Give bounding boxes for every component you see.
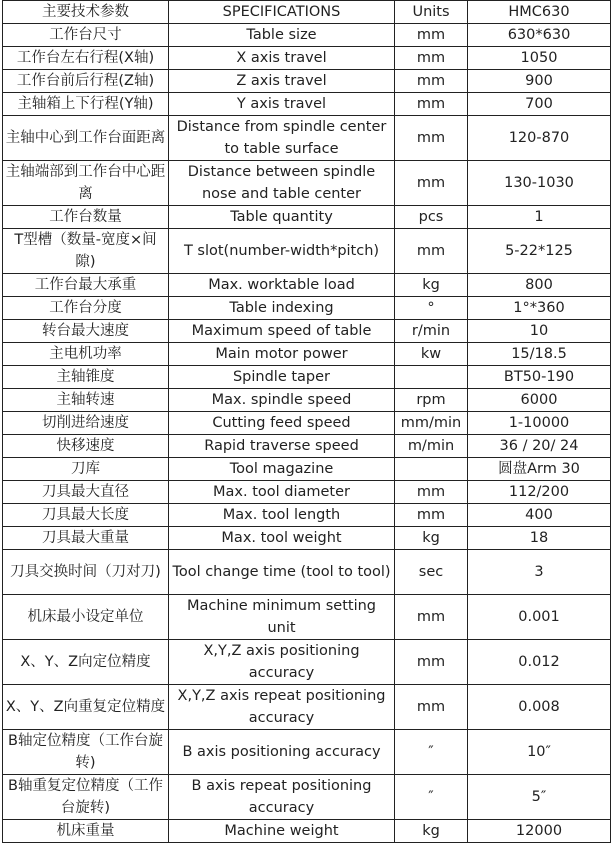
spec-value: 900 <box>468 70 611 93</box>
spec-unit: kg <box>395 274 468 297</box>
spec-name-chinese: 主轴锥度 <box>3 366 169 389</box>
spec-unit: pcs <box>395 206 468 229</box>
spec-name-chinese: 工作台尺寸 <box>3 24 169 47</box>
spec-unit <box>395 366 468 389</box>
spec-unit: kg <box>395 820 468 843</box>
spec-name-english: Machine minimum setting unit <box>169 595 395 640</box>
spec-value: 120-870 <box>468 116 611 161</box>
spec-value: 6000 <box>468 389 611 412</box>
spec-name-chinese: 主电机功率 <box>3 343 169 366</box>
table-row <box>3 527 611 550</box>
spec-name-chinese: B轴重复定位精度（工作台旋转) <box>3 775 169 820</box>
table-row <box>3 481 611 504</box>
spec-value: 12000 <box>468 820 611 843</box>
spec-value: 10 <box>468 320 611 343</box>
spec-name-english: Tool change time (tool to tool) <box>169 550 395 595</box>
spec-value: 0.008 <box>468 685 611 730</box>
header-specifications: SPECIFICATIONS <box>169 1 395 24</box>
spec-value: 400 <box>468 504 611 527</box>
spec-name-english: Y axis travel <box>169 93 395 116</box>
spec-unit: mm <box>395 116 468 161</box>
table-row <box>3 161 611 206</box>
spec-value: 圆盘Arm 30 <box>468 458 611 481</box>
spec-name-chinese: 刀具最大长度 <box>3 504 169 527</box>
table-row <box>3 274 611 297</box>
spec-name-english: Max. tool length <box>169 504 395 527</box>
spec-name-english: Max. spindle speed <box>169 389 395 412</box>
spec-unit: r/min <box>395 320 468 343</box>
spec-value: 18 <box>468 527 611 550</box>
spec-name-english: Table quantity <box>169 206 395 229</box>
spec-name-chinese: B轴定位精度（工作台旋转) <box>3 730 169 775</box>
table-row <box>3 24 611 47</box>
spec-unit: mm <box>395 93 468 116</box>
spec-unit: mm <box>395 161 468 206</box>
spec-name-chinese: 主轴箱上下行程(Y轴) <box>3 93 169 116</box>
spec-unit: mm <box>395 481 468 504</box>
table-row <box>3 685 611 730</box>
table-row <box>3 820 611 843</box>
table-header-row <box>3 1 611 24</box>
spec-value: 630*630 <box>468 24 611 47</box>
specifications-table-body <box>3 1 611 843</box>
spec-name-chinese: 快移速度 <box>3 435 169 458</box>
spec-name-english: X,Y,Z axis positioning accuracy <box>169 640 395 685</box>
table-row <box>3 640 611 685</box>
spec-value: 15/18.5 <box>468 343 611 366</box>
table-row <box>3 320 611 343</box>
spec-value: 10″ <box>468 730 611 775</box>
spec-unit: mm <box>395 685 468 730</box>
spec-name-english: B axis repeat positioning accuracy <box>169 775 395 820</box>
spec-name-english: Tool magazine <box>169 458 395 481</box>
table-row <box>3 229 611 274</box>
spec-unit: sec <box>395 550 468 595</box>
spec-value: 700 <box>468 93 611 116</box>
spec-unit: ″ <box>395 730 468 775</box>
spec-value: 130-1030 <box>468 161 611 206</box>
spec-value: 36 / 20/ 24 <box>468 435 611 458</box>
spec-unit: mm <box>395 47 468 70</box>
spec-name-chinese: 主轴端部到工作台中心距离 <box>3 161 169 206</box>
spec-value: 5″ <box>468 775 611 820</box>
spec-name-chinese: 转台最大速度 <box>3 320 169 343</box>
spec-name-chinese: 切削进给速度 <box>3 412 169 435</box>
table-row <box>3 93 611 116</box>
spec-name-english: Cutting feed speed <box>169 412 395 435</box>
table-row <box>3 206 611 229</box>
spec-unit: mm <box>395 70 468 93</box>
spec-value: 1-10000 <box>468 412 611 435</box>
spec-name-english: Rapid traverse speed <box>169 435 395 458</box>
spec-value: 5-22*125 <box>468 229 611 274</box>
spec-name-english: B axis positioning accuracy <box>169 730 395 775</box>
header-units: Units <box>395 1 468 24</box>
spec-name-english: Max. worktable load <box>169 274 395 297</box>
spec-name-chinese: X、Y、Z向重复定位精度 <box>3 685 169 730</box>
table-row <box>3 730 611 775</box>
table-row <box>3 775 611 820</box>
spec-name-english: X,Y,Z axis repeat positioning accuracy <box>169 685 395 730</box>
spec-unit: mm <box>395 24 468 47</box>
table-row <box>3 550 611 595</box>
spec-unit: mm <box>395 595 468 640</box>
spec-name-english: Main motor power <box>169 343 395 366</box>
spec-unit: ° <box>395 297 468 320</box>
spec-name-english: Maximum speed of table <box>169 320 395 343</box>
table-row <box>3 412 611 435</box>
spec-name-english: Table indexing <box>169 297 395 320</box>
header-chinese-spec: 主要技术参数 <box>3 1 169 24</box>
table-row <box>3 297 611 320</box>
spec-value: 0.001 <box>468 595 611 640</box>
spec-unit: mm/min <box>395 412 468 435</box>
table-row <box>3 458 611 481</box>
table-row <box>3 366 611 389</box>
table-row <box>3 435 611 458</box>
spec-name-chinese: 刀具最大直径 <box>3 481 169 504</box>
spec-value: 1°*360 <box>468 297 611 320</box>
table-row <box>3 389 611 412</box>
header-model: HMC630 <box>468 1 611 24</box>
spec-name-english: Table size <box>169 24 395 47</box>
spec-name-english: Max. tool diameter <box>169 481 395 504</box>
spec-name-chinese: 机床最小设定单位 <box>3 595 169 640</box>
table-row <box>3 47 611 70</box>
table-row <box>3 116 611 161</box>
spec-name-chinese: 刀库 <box>3 458 169 481</box>
spec-value: 800 <box>468 274 611 297</box>
spec-name-english: Z axis travel <box>169 70 395 93</box>
spec-name-english: Distance between spindle nose and table center <box>169 161 395 206</box>
spec-value: 112/200 <box>468 481 611 504</box>
spec-value: 1 <box>468 206 611 229</box>
spec-name-chinese: X、Y、Z向定位精度 <box>3 640 169 685</box>
spec-value: 0.012 <box>468 640 611 685</box>
spec-name-chinese: 工作台数量 <box>3 206 169 229</box>
spec-name-chinese: 主轴中心到工作台面距离 <box>3 116 169 161</box>
spec-unit: mm <box>395 640 468 685</box>
spec-name-chinese: 工作台分度 <box>3 297 169 320</box>
spec-name-english: Spindle taper <box>169 366 395 389</box>
spec-name-chinese: 主轴转速 <box>3 389 169 412</box>
spec-unit: ″ <box>395 775 468 820</box>
spec-name-chinese: 机床重量 <box>3 820 169 843</box>
spec-unit: m/min <box>395 435 468 458</box>
table-row <box>3 595 611 640</box>
spec-unit: mm <box>395 504 468 527</box>
spec-name-chinese: 工作台左右行程(X轴) <box>3 47 169 70</box>
spec-name-chinese: T型槽（数量-宽度×间隙) <box>3 229 169 274</box>
spec-name-english: Max. tool weight <box>169 527 395 550</box>
spec-name-chinese: 工作台最大承重 <box>3 274 169 297</box>
spec-value: 3 <box>468 550 611 595</box>
table-row <box>3 70 611 93</box>
spec-unit: kg <box>395 527 468 550</box>
spec-name-chinese: 刀具交换时间（刀对刀) <box>3 550 169 595</box>
spec-name-english: Distance from spindle center to table surface <box>169 116 395 161</box>
spec-unit: rpm <box>395 389 468 412</box>
spec-unit: kw <box>395 343 468 366</box>
specifications-table <box>2 0 611 843</box>
spec-name-chinese: 工作台前后行程(Z轴) <box>3 70 169 93</box>
table-row <box>3 343 611 366</box>
spec-unit <box>395 458 468 481</box>
spec-name-chinese: 刀具最大重量 <box>3 527 169 550</box>
spec-value: BT50-190 <box>468 366 611 389</box>
table-row <box>3 504 611 527</box>
spec-unit: mm <box>395 229 468 274</box>
spec-value: 1050 <box>468 47 611 70</box>
spec-name-english: X axis travel <box>169 47 395 70</box>
spec-name-english: T slot(number-width*pitch) <box>169 229 395 274</box>
spec-name-english: Machine weight <box>169 820 395 843</box>
